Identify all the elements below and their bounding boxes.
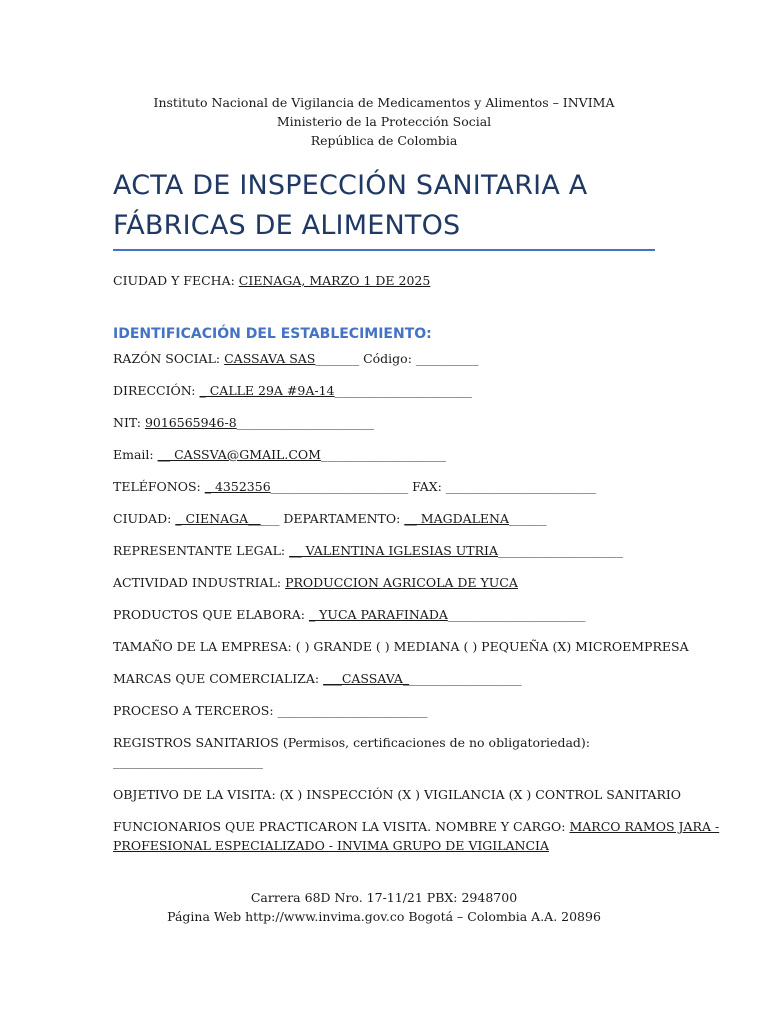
proceso-label: PROCESO A TERCEROS:	[113, 703, 278, 718]
footer-website: Página Web http://www.invima.gov.co Bogotá – Colombia A.A. 20896	[167, 909, 601, 924]
fax-label: FAX:	[408, 479, 446, 494]
ciudad-fecha-field	[113, 273, 430, 288]
document-header	[0, 93, 768, 150]
productos-field	[113, 607, 585, 622]
header-ministry: Ministerio de la Protección Social	[276, 114, 492, 129]
title-line-1: ACTA DE INSPECCIÓN SANITARIA A	[113, 170, 588, 201]
registros-label: REGISTROS SANITARIOS (Permisos, certificaciones de no obligatoriedad):	[113, 735, 590, 750]
telefonos-field	[113, 479, 596, 494]
direccion-value: _ CALLE 29A #9A-14	[199, 383, 335, 398]
actividad-field	[113, 575, 518, 590]
marcas-label: MARCAS QUE COMERCIALIZA:	[113, 671, 324, 686]
marcas-value: ___CASSAVA_	[323, 671, 410, 686]
telefonos-value: _ 4352356	[204, 479, 271, 494]
funcionarios-value-1: MARCO RAMOS JARA -	[569, 819, 720, 834]
representante-value: __ VALENTINA IGLESIAS UTRIA	[289, 543, 499, 558]
departamento-value: __ MAGDALENA	[404, 511, 510, 526]
document-footer	[0, 888, 768, 926]
telefonos-label: TELÉFONOS:	[113, 479, 205, 494]
funcionarios-field	[113, 819, 719, 834]
email-label: Email:	[113, 447, 158, 462]
codigo-value: __________	[415, 351, 479, 366]
header-institution: Instituto Nacional de Vigilancia de Medicamentos y Alimentos – INVIMA	[153, 95, 615, 110]
departamento-fill: ______	[509, 511, 547, 526]
ciudad-fill: ___	[260, 511, 280, 526]
representante-fill: ____________________	[498, 543, 624, 558]
marcas-fill: __________________	[409, 671, 522, 686]
title-line-2: FÁBRICAS DE ALIMENTOS	[113, 210, 461, 241]
proceso-value: ________________________	[277, 703, 428, 718]
productos-label: PRODUCTOS QUE ELABORA:	[113, 607, 309, 622]
ciudad-fecha-label: CIUDAD Y FECHA:	[113, 273, 239, 288]
nit-field	[113, 415, 374, 430]
direccion-label: DIRECCIÓN:	[113, 383, 200, 398]
objetivo-field: OBJETIVO DE LA VISITA: (X ) INSPECCIÓN (X ) VIGILANCIA (X ) CONTROL SANITARIO	[113, 787, 682, 802]
nit-fill: ______________________	[236, 415, 375, 430]
representante-field	[113, 543, 623, 558]
productos-value: _ YUCA PARAFINADA	[308, 607, 448, 622]
header-country: República de Colombia	[310, 133, 458, 148]
proceso-field	[113, 703, 428, 718]
ciudad-label: CIUDAD:	[113, 511, 176, 526]
tamano-field: TAMAÑO DE LA EMPRESA: ( ) GRANDE ( ) MEDIANA ( ) PEQUEÑA (X) MICROEMPRESA	[113, 639, 689, 654]
razon-social-field	[113, 351, 478, 366]
funcionarios-value-2: PROFESIONAL ESPECIALIZADO - INVIMA GRUPO DE VIGILANCIA	[113, 838, 550, 853]
marcas-field	[113, 671, 522, 686]
title-divider	[113, 249, 655, 251]
email-field	[113, 447, 446, 462]
direccion-fill: ______________________	[334, 383, 473, 398]
telefonos-fill: ______________________	[270, 479, 409, 494]
section-title: IDENTIFICACIÓN DEL ESTABLECIMIENTO:	[113, 326, 432, 342]
nit-value: 9016565946-8	[144, 415, 237, 430]
razon-social-label: RAZÓN SOCIAL:	[113, 351, 225, 366]
nit-label: NIT:	[113, 415, 145, 430]
codigo-label: Código:	[359, 351, 416, 366]
footer-address: Carrera 68D Nro. 17-11/21 PBX: 2948700	[250, 890, 518, 905]
razon-social-value: CASSAVA SAS	[224, 351, 316, 366]
razon-social-fill: _______	[315, 351, 360, 366]
productos-fill: ______________________	[447, 607, 586, 622]
actividad-label: ACTIVIDAD INDUSTRIAL:	[113, 575, 286, 590]
ciudad-value: _ CIENAGA__	[175, 511, 261, 526]
ciudad-field	[113, 511, 547, 526]
email-fill: ____________________	[320, 447, 446, 462]
fax-value: ________________________	[445, 479, 596, 494]
registros-value: ________________________	[113, 754, 263, 769]
direccion-field	[113, 383, 472, 398]
departamento-label: DEPARTAMENTO:	[279, 511, 405, 526]
ciudad-fecha-value: CIENAGA, MARZO 1 DE 2025	[238, 273, 431, 288]
document-title	[113, 166, 655, 246]
actividad-value: PRODUCCION AGRICOLA DE YUCA	[285, 575, 518, 590]
representante-label: REPRESENTANTE LEGAL:	[113, 543, 290, 558]
funcionarios-label: FUNCIONARIOS QUE PRACTICARON LA VISITA. NOMBRE Y CARGO:	[113, 819, 570, 834]
email-value: __ CASSVA@GMAIL.COM	[157, 447, 321, 462]
